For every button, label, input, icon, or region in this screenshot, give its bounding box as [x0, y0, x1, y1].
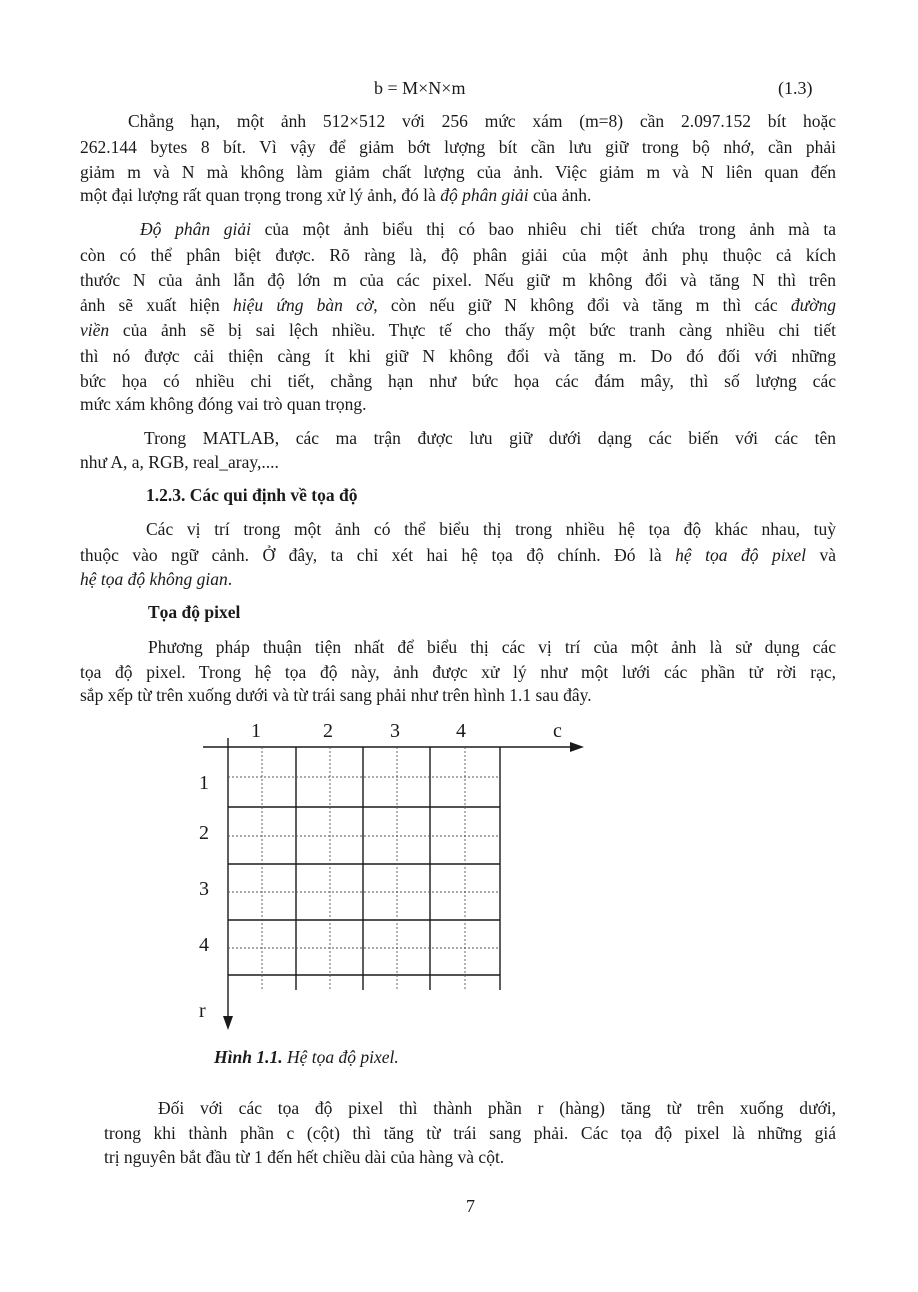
term-resolution: độ phân giải	[440, 185, 529, 205]
figure-caption: Hình 1.1. Hệ tọa độ pixel.	[214, 1047, 399, 1067]
column-label: 4	[456, 720, 466, 742]
page-number: 7	[466, 1196, 475, 1216]
row-label: 2	[199, 822, 209, 844]
text-line: còn có thể phân biệt được. Rõ ràng là, độ phân giải của một ảnh phụ thuộc cả kích	[80, 245, 836, 265]
text-line: 262.144 bytes 8 bít. Vì vậy để giảm bớt lượng bít cần lưu giữ trong bộ nhớ, cần phải	[80, 137, 836, 157]
column-label: 2	[323, 720, 333, 742]
column-axis-label: c	[553, 720, 562, 742]
text-line: trị nguyên bắt đầu từ 1 đến hết chiều dài của hàng và cột.	[104, 1147, 505, 1167]
text-line: Độ phân giải của một ảnh biểu thị có bao nhiêu chi tiết chứa trong ảnh mà ta	[140, 219, 836, 239]
text-line: Đối với các tọa độ pixel thì thành phần r (hàng) tăng từ trên xuống dưới,	[158, 1098, 836, 1118]
text-line: Chẳng hạn, một ảnh 512×512 với 256 mức xám (m=8) cần 2.097.152 bít hoặc	[128, 111, 836, 131]
text-line: Các vị trí trong một ảnh có thể biểu thị trong nhiều hệ tọa độ khác nhau, tuỳ	[146, 519, 836, 539]
row-label: 3	[199, 878, 209, 900]
row-label: 4	[199, 934, 209, 956]
section-heading: 1.2.3. Các qui định về tọa độ	[146, 485, 358, 505]
text-line: trong khi thành phần c (cột) thì tăng từ trái sang phải. Các tọa độ pixel là những giá	[104, 1123, 836, 1143]
text-line: một đại lượng rất quan trọng trong xử lý ảnh, đó là độ phân giải của ảnh.	[80, 185, 592, 205]
text-line: thuộc vào ngữ cảnh. Ở đây, ta chỉ xét hai hệ tọa độ chính. Đó là hệ tọa độ pixel và	[80, 545, 836, 565]
text-line: bức họa có nhiều chi tiết, chẳng hạn như bức họa các đám mây, thì số lượng các	[80, 371, 836, 391]
equation-formula: b = M×N×m	[374, 78, 466, 98]
text-line: mức xám không đóng vai trò quan trọng.	[80, 394, 367, 414]
text-line: tọa độ pixel. Trong hệ tọa độ này, ảnh được xử lý như một lưới các phần tử rời rạc,	[80, 662, 836, 682]
text-line: Phương pháp thuận tiện nhất để biểu thị các vị trí của một ảnh là sử dụng các	[148, 637, 836, 657]
text-line: thước N của ảnh lẫn độ lớn m của các pixel. Nếu giữ m không đổi và tăng N thì trên	[80, 270, 836, 290]
column-label: 1	[251, 720, 261, 742]
term-edges: đường	[790, 295, 837, 315]
term-spatial-coords: hệ tọa độ không gian	[80, 569, 228, 589]
text-line: Trong MATLAB, các ma trận được lưu giữ dưới dạng các biến với các tên	[144, 428, 836, 448]
equation-number: (1.3)	[778, 78, 813, 98]
term-pixel-coords: hệ tọa độ pixel	[675, 545, 806, 565]
row-axis-label: r	[199, 1000, 206, 1022]
text-line: ảnh sẽ xuất hiện hiệu ứng bàn cờ, còn nếu giữ N không đổi và tăng m thì các đường	[80, 295, 837, 315]
text-line: như A, a, RGB, real_aray,....	[80, 452, 279, 472]
column-label: 3	[390, 720, 400, 742]
text-line: viền của ảnh sẽ bị sai lệch nhiều. Thực tế cho thấy một bức tranh càng nhiều chi tiết	[80, 320, 836, 340]
caption-label: Hình 1.1.	[214, 1047, 283, 1067]
term-resolution: Độ phân giải	[140, 219, 251, 239]
text-line: hệ tọa độ không gian.	[80, 569, 233, 589]
subheading: Tọa độ pixel	[148, 602, 241, 622]
row-label: 1	[199, 772, 209, 794]
term-edges-cont: viền	[80, 320, 110, 340]
text-line: giảm m và N mà không làm giảm chất lượng của ảnh. Việc giảm m và N liên quan đến	[80, 162, 836, 182]
term-checkerboard: hiệu ứng bàn cờ	[233, 295, 374, 315]
text-line: thì nó được cải thiện càng ít khi giữ N không đổi và tăng m. Do đó đối với những	[80, 346, 836, 366]
text-line: sắp xếp từ trên xuống dưới và từ trái sang phải như trên hình 1.1 sau đây.	[80, 685, 592, 705]
